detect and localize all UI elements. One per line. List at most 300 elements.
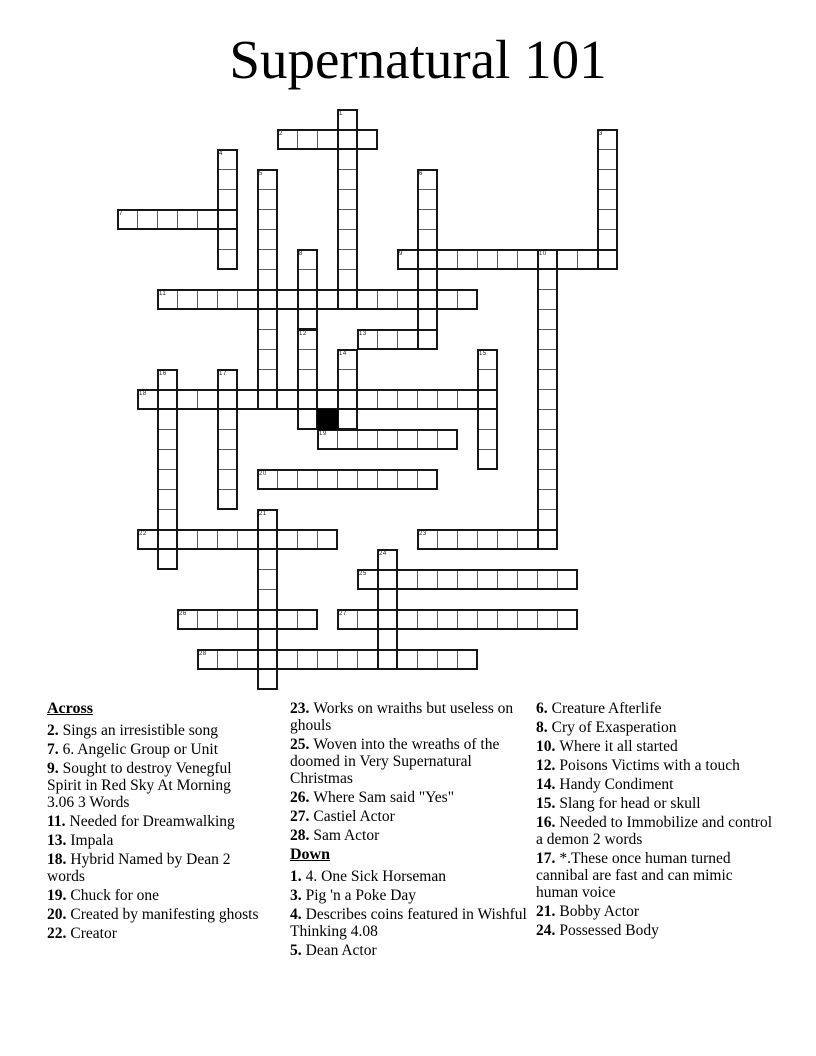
- grid-cell[interactable]: [437, 429, 458, 450]
- grid-cell[interactable]: [537, 509, 558, 530]
- grid-cell[interactable]: [137, 529, 158, 550]
- grid-cell[interactable]: [157, 469, 178, 490]
- clue-text: Chuck for one: [70, 887, 160, 904]
- grid-cell[interactable]: [517, 609, 538, 630]
- clue-text: Sings an irresistible song: [62, 722, 219, 739]
- grid-cell[interactable]: [257, 609, 278, 630]
- grid-cell[interactable]: [177, 209, 198, 230]
- grid-cell[interactable]: [217, 209, 238, 230]
- grid-cell[interactable]: [297, 249, 318, 270]
- grid-cell[interactable]: [537, 469, 558, 490]
- grid-cell[interactable]: [257, 589, 278, 610]
- grid-cell[interactable]: [477, 609, 498, 630]
- grid-cell[interactable]: [217, 389, 238, 410]
- clue-text: Castiel Actor: [313, 808, 395, 825]
- clue-item: [47, 887, 260, 904]
- grid-cell[interactable]: [537, 349, 558, 370]
- grid-cell[interactable]: [537, 529, 558, 550]
- clue-number: 11.: [47, 813, 66, 830]
- clue-text: Needed to Immobilize and control a demon 2 words: [536, 814, 773, 848]
- grid-cell[interactable]: [297, 469, 318, 490]
- clue-number: 21.: [536, 903, 556, 920]
- grid-cell[interactable]: [297, 389, 318, 410]
- grid-cell[interactable]: [117, 209, 138, 230]
- grid-cell[interactable]: [317, 529, 338, 550]
- puzzle-title: Supernatural 101: [229, 29, 607, 90]
- grid-cell[interactable]: [297, 609, 318, 630]
- clue-number: 7.: [47, 741, 59, 758]
- grid-cell[interactable]: [257, 209, 278, 230]
- clue-text: Creature Afterlife: [551, 700, 662, 717]
- grid-cell[interactable]: [337, 129, 358, 150]
- grid-cell[interactable]: [217, 369, 238, 390]
- grid-cell[interactable]: [437, 529, 458, 550]
- clue-number-label: 19: [319, 430, 327, 437]
- clue-text: Where it all started: [559, 738, 678, 755]
- clue-item: [536, 776, 772, 793]
- clue-item: [536, 850, 772, 901]
- grid-cell[interactable]: [217, 609, 238, 630]
- grid-cell[interactable]: [497, 529, 518, 550]
- grid-cell[interactable]: [257, 269, 278, 290]
- clue-text: Dean Actor: [305, 942, 377, 959]
- grid-cell[interactable]: [217, 249, 238, 270]
- grid-cell[interactable]: [437, 649, 458, 670]
- clue-number-label: 8: [299, 250, 303, 257]
- grid-cell[interactable]: [137, 209, 158, 230]
- grid-cell[interactable]: [377, 629, 398, 650]
- grid-cell[interactable]: [357, 569, 378, 590]
- grid-cell[interactable]: [337, 429, 358, 450]
- grid-cell[interactable]: [197, 389, 218, 410]
- grid-cell[interactable]: [177, 609, 198, 630]
- grid-cell[interactable]: [417, 209, 438, 230]
- clue-item: [290, 906, 528, 940]
- clue-text: Handy Condiment: [559, 776, 674, 793]
- grid-cell[interactable]: [417, 329, 438, 350]
- grid-cell[interactable]: [157, 489, 178, 510]
- clue-number-label: 11: [159, 290, 167, 297]
- grid-cell[interactable]: [537, 289, 558, 310]
- clue-number: 4.: [290, 906, 302, 923]
- grid-cell[interactable]: [157, 409, 178, 430]
- grid-cell[interactable]: [357, 609, 378, 630]
- grid-cell[interactable]: [217, 409, 238, 430]
- grid-cell[interactable]: [397, 249, 418, 270]
- clue-number-label: 10: [539, 250, 547, 257]
- grid-cell[interactable]: [297, 329, 318, 350]
- grid-cell[interactable]: [217, 189, 238, 210]
- grid-cell[interactable]: [257, 469, 278, 490]
- grid-cell[interactable]: [377, 429, 398, 450]
- grid-cell[interactable]: [337, 109, 358, 130]
- grid-cell[interactable]: [277, 129, 298, 150]
- grid-cell[interactable]: [277, 389, 298, 410]
- clue-item: [536, 795, 772, 812]
- grid-cell[interactable]: [257, 549, 278, 570]
- grid-cell[interactable]: [537, 329, 558, 350]
- clue-text: Slang for head or skull: [559, 795, 701, 812]
- clue-text: Created by manifesting ghosts: [70, 906, 259, 923]
- grid-cell[interactable]: [197, 649, 218, 670]
- grid-cell[interactable]: [417, 389, 438, 410]
- clue-item: [47, 741, 260, 758]
- grid-cell[interactable]: [157, 429, 178, 450]
- crossword-grid: [117, 109, 619, 691]
- grid-cell[interactable]: [257, 629, 278, 650]
- clue-text: Bobby Actor: [559, 903, 640, 920]
- grid-cell[interactable]: [597, 229, 618, 250]
- clue-number-label: 22: [139, 530, 147, 537]
- grid-cell[interactable]: [237, 649, 258, 670]
- grid-cell[interactable]: [377, 469, 398, 490]
- grid-cell[interactable]: [317, 289, 338, 310]
- grid-cell[interactable]: [257, 329, 278, 350]
- grid-cell[interactable]: [377, 589, 398, 610]
- grid-cell[interactable]: [457, 529, 478, 550]
- grid-cell[interactable]: [217, 289, 238, 310]
- grid-cell[interactable]: [277, 649, 298, 670]
- grid-cell[interactable]: [337, 469, 358, 490]
- grid-cell[interactable]: [537, 489, 558, 510]
- grid-cell[interactable]: [597, 209, 618, 230]
- clue-item: [290, 808, 528, 825]
- clues-column-2: [290, 700, 528, 961]
- grid-cell[interactable]: [337, 649, 358, 670]
- grid-cell[interactable]: [197, 529, 218, 550]
- clue-number: 27.: [290, 808, 310, 825]
- grid-cell[interactable]: [477, 449, 498, 470]
- grid-cell[interactable]: [337, 249, 358, 270]
- clues-column-1: [47, 700, 260, 944]
- grid-cell[interactable]: [177, 289, 198, 310]
- grid-cell[interactable]: [377, 649, 398, 670]
- clue-item: [536, 700, 772, 717]
- grid-cell[interactable]: [157, 529, 178, 550]
- grid-cell[interactable]: [297, 309, 318, 330]
- grid-cell[interactable]: [257, 509, 278, 530]
- grid-cell[interactable]: [477, 409, 498, 430]
- grid-cell[interactable]: [237, 529, 258, 550]
- clue-number: 18.: [47, 851, 67, 868]
- grid-cell[interactable]: [257, 309, 278, 330]
- grid-cell[interactable]: [357, 389, 378, 410]
- clue-number: 17.: [536, 850, 556, 867]
- grid-cell[interactable]: [397, 389, 418, 410]
- grid-cell[interactable]: [417, 269, 438, 290]
- grid-cell[interactable]: [457, 249, 478, 270]
- grid-cell[interactable]: [417, 529, 438, 550]
- grid-cell[interactable]: [337, 609, 358, 630]
- grid-cell[interactable]: [577, 249, 598, 270]
- grid-cell[interactable]: [477, 249, 498, 270]
- grid-cell[interactable]: [517, 569, 538, 590]
- grid-cell[interactable]: [277, 529, 298, 550]
- grid-cell[interactable]: [157, 549, 178, 570]
- clue-number-label: 2: [279, 130, 283, 137]
- grid-cell[interactable]: [397, 649, 418, 670]
- grid-cell[interactable]: [317, 429, 338, 450]
- clue-item: [47, 813, 260, 830]
- clue-item: [536, 922, 772, 939]
- clue-text: Creator: [70, 925, 117, 942]
- grid-cell[interactable]: [597, 249, 618, 270]
- grid-cell[interactable]: [357, 329, 378, 350]
- grid-cell[interactable]: [337, 189, 358, 210]
- grid-cell[interactable]: [537, 449, 558, 470]
- grid-cell[interactable]: [417, 289, 438, 310]
- grid-cell[interactable]: [257, 189, 278, 210]
- grid-cell[interactable]: [197, 209, 218, 230]
- grid-cell[interactable]: [477, 569, 498, 590]
- grid-cell[interactable]: [217, 229, 238, 250]
- grid-cell[interactable]: [357, 129, 378, 150]
- clue-text: Sam Actor: [313, 827, 380, 844]
- grid-cell[interactable]: [477, 389, 498, 410]
- grid-cell[interactable]: [437, 289, 458, 310]
- grid-cell[interactable]: [157, 209, 178, 230]
- grid-cell[interactable]: [257, 649, 278, 670]
- grid-cell[interactable]: [297, 269, 318, 290]
- grid-cell[interactable]: [237, 609, 258, 630]
- grid-cell[interactable]: [377, 389, 398, 410]
- grid-cell[interactable]: [237, 289, 258, 310]
- clue-number: 19.: [47, 887, 67, 904]
- grid-cell[interactable]: [317, 649, 338, 670]
- grid-cell[interactable]: [337, 209, 358, 230]
- grid-cell[interactable]: [217, 149, 238, 170]
- grid-cell[interactable]: [297, 649, 318, 670]
- clue-number-label: 14: [339, 350, 347, 357]
- grid-cell[interactable]: [537, 269, 558, 290]
- grid-cell[interactable]: [537, 609, 558, 630]
- clue-number-label: 13: [359, 330, 367, 337]
- clue-item: [290, 942, 528, 959]
- clue-number-label: 4: [219, 150, 223, 157]
- grid-cell[interactable]: [317, 389, 338, 410]
- grid-cell[interactable]: [137, 389, 158, 410]
- grid-cell[interactable]: [317, 469, 338, 490]
- clue-number: 24.: [536, 922, 556, 939]
- grid-cell[interactable]: [457, 289, 478, 310]
- grid-cell[interactable]: [177, 529, 198, 550]
- clue-text: Impala: [70, 832, 114, 849]
- grid-cell[interactable]: [337, 169, 358, 190]
- grid-cell[interactable]: [257, 249, 278, 270]
- grid-cell[interactable]: [297, 529, 318, 550]
- grid-cell[interactable]: [157, 369, 178, 390]
- grid-cell[interactable]: [257, 369, 278, 390]
- clue-number: 25.: [290, 736, 310, 753]
- clue-item: [536, 903, 772, 920]
- grid-cell[interactable]: [157, 389, 178, 410]
- grid-cell[interactable]: [257, 289, 278, 310]
- grid-cell[interactable]: [537, 249, 558, 270]
- grid-cell[interactable]: [417, 189, 438, 210]
- grid-cell[interactable]: [257, 569, 278, 590]
- grid-cell[interactable]: [597, 129, 618, 150]
- grid-cell[interactable]: [337, 369, 358, 390]
- grid-cell[interactable]: [257, 529, 278, 550]
- grid-cell[interactable]: [437, 249, 458, 270]
- grid-cell[interactable]: [377, 329, 398, 350]
- grid-cell[interactable]: [377, 569, 398, 590]
- grid-cell[interactable]: [417, 309, 438, 330]
- clue-number-label: 3: [599, 130, 603, 137]
- grid-cell[interactable]: [217, 529, 238, 550]
- grid-cell[interactable]: [457, 389, 478, 410]
- grid-cell[interactable]: [357, 289, 378, 310]
- clue-text: Hybrid Named by Dean 2 words: [47, 851, 231, 885]
- grid-cell[interactable]: [157, 449, 178, 470]
- grid-cell[interactable]: [437, 609, 458, 630]
- grid-cell[interactable]: [557, 249, 578, 270]
- grid-cell[interactable]: [457, 649, 478, 670]
- grid-cell[interactable]: [217, 649, 238, 670]
- grid-cell[interactable]: [297, 289, 318, 310]
- grid-cell[interactable]: [477, 429, 498, 450]
- grid-cell[interactable]: [297, 409, 318, 430]
- grid-cell[interactable]: [217, 469, 238, 490]
- grid-cell[interactable]: [477, 349, 498, 370]
- clue-item: [290, 736, 528, 787]
- grid-cell[interactable]: [397, 329, 418, 350]
- grid-cell[interactable]: [337, 269, 358, 290]
- grid-cell[interactable]: [397, 429, 418, 450]
- grid-cell[interactable]: [597, 149, 618, 170]
- grid-cell[interactable]: [557, 609, 578, 630]
- grid-cell[interactable]: [177, 389, 198, 410]
- clue-text: Where Sam said "Yes": [313, 789, 455, 806]
- down-header: Down: [290, 846, 331, 863]
- grid-cell[interactable]: [397, 469, 418, 490]
- grid-cell[interactable]: [417, 249, 438, 270]
- clue-item: [47, 925, 260, 942]
- grid-cell[interactable]: [337, 229, 358, 250]
- clue-number: 28.: [290, 827, 310, 844]
- grid-cell[interactable]: [317, 129, 338, 150]
- grid-cell[interactable]: [597, 169, 618, 190]
- grid-cell[interactable]: [417, 649, 438, 670]
- grid-cell[interactable]: [277, 469, 298, 490]
- grid-cell[interactable]: [497, 249, 518, 270]
- clue-item: [47, 906, 260, 923]
- grid-cell[interactable]: [397, 609, 418, 630]
- grid-cell[interactable]: [537, 409, 558, 430]
- clue-text: Needed for Dreamwalking: [69, 813, 235, 830]
- grid-cell[interactable]: [537, 569, 558, 590]
- grid-cell[interactable]: [357, 649, 378, 670]
- grid-cell[interactable]: [477, 529, 498, 550]
- clue-item: [536, 757, 772, 774]
- grid-cell[interactable]: [337, 289, 358, 310]
- grid-cell[interactable]: [537, 309, 558, 330]
- clue-number: 26.: [290, 789, 310, 806]
- grid-cell[interactable]: [417, 469, 438, 490]
- grid-cell[interactable]: [257, 169, 278, 190]
- grid-cell[interactable]: [357, 469, 378, 490]
- clue-number-label: 17: [219, 370, 227, 377]
- grid-cell[interactable]: [217, 489, 238, 510]
- clue-item: [290, 789, 528, 806]
- grid-cell[interactable]: [497, 569, 518, 590]
- clues-column-3: [536, 700, 772, 941]
- clue-text: Cry of Exasperation: [551, 719, 677, 736]
- grid-cell[interactable]: [197, 289, 218, 310]
- grid-cell[interactable]: [257, 349, 278, 370]
- grid-cell[interactable]: [417, 569, 438, 590]
- clue-item: [290, 700, 528, 734]
- grid-cell[interactable]: [417, 169, 438, 190]
- grid-cell[interactable]: [257, 669, 278, 690]
- grid-cell[interactable]: [537, 369, 558, 390]
- grid-cell[interactable]: [197, 609, 218, 630]
- grid-cell[interactable]: [417, 609, 438, 630]
- grid-cell[interactable]: [337, 349, 358, 370]
- clue-text: Pig 'n a Poke Day: [305, 887, 417, 904]
- grid-cell[interactable]: [217, 429, 238, 450]
- grid-cell[interactable]: [297, 349, 318, 370]
- grid-cell[interactable]: [337, 389, 358, 410]
- clue-item: [536, 738, 772, 755]
- grid-cell[interactable]: [557, 569, 578, 590]
- grid-cell[interactable]: [537, 429, 558, 450]
- grid-cell[interactable]: [357, 429, 378, 450]
- clue-number: 6.: [536, 700, 548, 717]
- grid-cell[interactable]: [377, 549, 398, 570]
- grid-cell[interactable]: [477, 369, 498, 390]
- clue-text: Works on wraiths but useless on ghouls: [290, 700, 514, 734]
- grid-cell[interactable]: [497, 609, 518, 630]
- grid-cell[interactable]: [277, 609, 298, 630]
- grid-cell[interactable]: [457, 569, 478, 590]
- clue-item: [290, 868, 528, 885]
- grid-cell[interactable]: [257, 229, 278, 250]
- grid-cell[interactable]: [277, 289, 298, 310]
- grid-cell[interactable]: [157, 289, 178, 310]
- clue-item: [290, 827, 528, 844]
- grid-cell[interactable]: [377, 289, 398, 310]
- grid-cell[interactable]: [517, 529, 538, 550]
- grid-cell[interactable]: [337, 149, 358, 170]
- grid-cell[interactable]: [397, 569, 418, 590]
- grid-cell[interactable]: [337, 409, 358, 430]
- grid-cell[interactable]: [517, 249, 538, 270]
- grid-cell[interactable]: [217, 449, 238, 470]
- clue-item: [47, 760, 260, 811]
- grid-cell[interactable]: [437, 389, 458, 410]
- grid-cell[interactable]: [257, 389, 278, 410]
- grid-cell[interactable]: [297, 129, 318, 150]
- clue-number: 10.: [536, 738, 556, 755]
- clue-number: 22.: [47, 925, 67, 942]
- grid-cell[interactable]: [417, 429, 438, 450]
- grid-cell[interactable]: [437, 569, 458, 590]
- grid-cell[interactable]: [157, 509, 178, 530]
- grid-cell[interactable]: [377, 609, 398, 630]
- clue-number-label: 1: [339, 110, 343, 117]
- grid-cell[interactable]: [417, 229, 438, 250]
- grid-cell[interactable]: [597, 189, 618, 210]
- clue-number-label: 20: [259, 470, 267, 477]
- grid-cell[interactable]: [457, 609, 478, 630]
- grid-cell[interactable]: [217, 169, 238, 190]
- grid-cell[interactable]: [297, 369, 318, 390]
- clue-number: 1.: [290, 868, 302, 885]
- grid-cell[interactable]: [237, 389, 258, 410]
- grid-cell[interactable]: [537, 389, 558, 410]
- grid-cell[interactable]: [397, 289, 418, 310]
